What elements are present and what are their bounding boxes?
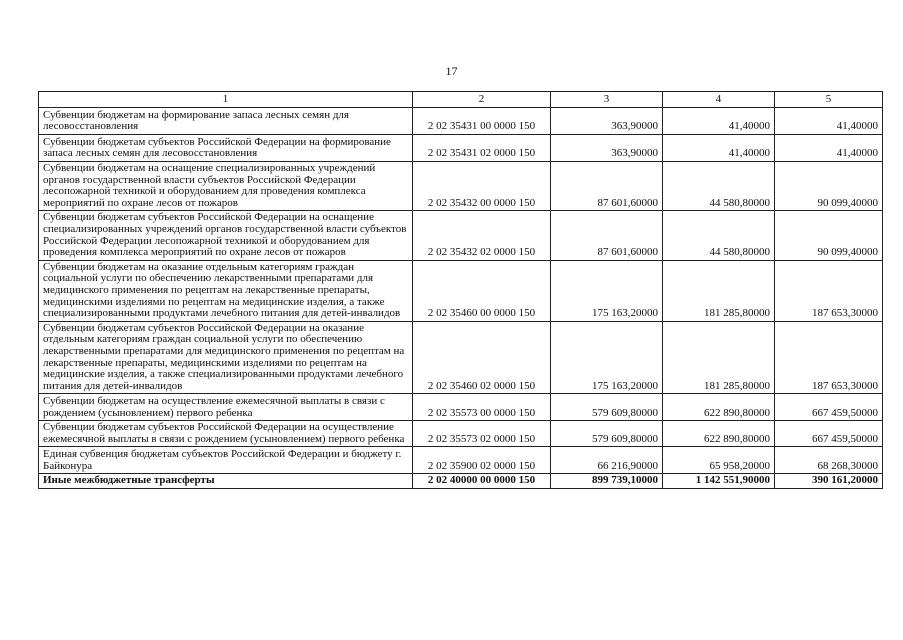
- table-row: [39, 211, 883, 260]
- row-value-3: 363,90000: [551, 135, 663, 162]
- header-col-1: 1: [39, 92, 413, 108]
- row-code: 2 02 35573 02 0000 150: [413, 421, 551, 447]
- row-value-3: 579 609,80000: [551, 394, 663, 421]
- row-value-5: 41,40000: [775, 108, 883, 135]
- row-name: Субвенции бюджетам на формирование запаса лесных семян для лесовосстановления: [39, 108, 413, 135]
- table-row: [39, 260, 883, 321]
- row-name: Субвенции бюджетам субъектов Российской Федерации на осуществление ежемесячной выплаты в связи с рождением (усыновлением) первого ребенка: [39, 421, 413, 447]
- total-code: 2 02 40000 00 0000 150: [413, 474, 551, 489]
- row-value-5: 667 459,50000: [775, 394, 883, 421]
- row-code: 2 02 35460 00 0000 150: [413, 260, 551, 321]
- row-name: Субвенции бюджетам на оснащение специализированных учреждений органов государственной власти субъектов Российской Федерации лесопожарной техникой и оборудованием для проведения комплекса мероприятий по охране лесов от пожаров: [39, 162, 413, 211]
- total-name: Иные межбюджетные трансферты: [39, 474, 413, 489]
- row-code: 2 02 35432 02 0000 150: [413, 211, 551, 260]
- row-code: 2 02 35431 00 0000 150: [413, 108, 551, 135]
- row-value-4: 44 580,80000: [663, 211, 775, 260]
- row-value-4: 65 958,20000: [663, 447, 775, 474]
- table-header-row: [39, 92, 883, 108]
- table-row: [39, 447, 883, 474]
- table-row: [39, 394, 883, 421]
- total-row: [39, 474, 883, 489]
- row-code: 2 02 35431 02 0000 150: [413, 135, 551, 162]
- page-number: 17: [445, 64, 458, 78]
- total-value-3: 899 739,10000: [551, 474, 663, 489]
- row-code: 2 02 35432 00 0000 150: [413, 162, 551, 211]
- row-name: Единая субвенция бюджетам субъектов Российской Федерации и бюджету г. Байконура: [39, 447, 413, 474]
- row-value-5: 667 459,50000: [775, 421, 883, 447]
- row-value-5: 90 099,40000: [775, 162, 883, 211]
- header-col-5: 5: [775, 92, 883, 108]
- row-name: Субвенции бюджетам на оказание отдельным категориям граждан социальной услуги по обеспечению лекарственными препаратами для медицинского применения по рецептам на лекарственные препараты, медицинскими изделиями по рецептам на медицинские изделия, а также специализированными продуктами лечебного питания для детей-инвалидов: [39, 260, 413, 321]
- row-value-4: 181 285,80000: [663, 321, 775, 394]
- row-name: Субвенции бюджетам на осуществление ежемесячной выплаты в связи с рождением (усыновлением) первого ребенка: [39, 394, 413, 421]
- row-name: Субвенции бюджетам субъектов Российской Федерации на формирование запаса лесных семян для лесовосстановления: [39, 135, 413, 162]
- budget-table: [38, 91, 883, 489]
- total-value-5: 390 161,20000: [775, 474, 883, 489]
- table-row: [39, 421, 883, 447]
- row-code: 2 02 35573 00 0000 150: [413, 394, 551, 421]
- row-name: Субвенции бюджетам субъектов Российской Федерации на оснащение специализированных учреждений органов государственной власти субъектов Российской Федерации лесопожарной техникой и оборудованием для проведения комплекса мероприятий по охране лесов от пожаров: [39, 211, 413, 260]
- row-value-5: 187 653,30000: [775, 260, 883, 321]
- row-name: Субвенции бюджетам субъектов Российской Федерации на оказание отдельным категориям граждан социальной услуги по обеспечению лекарственными препаратами для медицинского применения по рецептам на лекарственные препараты, медицинскими изделиями по рецептам на медицинские изделия, а также специализированными продуктами лечебного питания для детей-инвалидов: [39, 321, 413, 394]
- row-value-4: 41,40000: [663, 108, 775, 135]
- header-col-4: 4: [663, 92, 775, 108]
- row-value-3: 363,90000: [551, 108, 663, 135]
- row-value-3: 175 163,20000: [551, 260, 663, 321]
- row-value-5: 41,40000: [775, 135, 883, 162]
- table-row: [39, 321, 883, 394]
- row-code: 2 02 35460 02 0000 150: [413, 321, 551, 394]
- table-row: [39, 135, 883, 162]
- row-value-5: 68 268,30000: [775, 447, 883, 474]
- row-value-4: 622 890,80000: [663, 394, 775, 421]
- row-value-3: 175 163,20000: [551, 321, 663, 394]
- header-col-3: 3: [551, 92, 663, 108]
- row-value-4: 44 580,80000: [663, 162, 775, 211]
- row-value-3: 87 601,60000: [551, 162, 663, 211]
- row-value-3: 66 216,90000: [551, 447, 663, 474]
- row-code: 2 02 35900 02 0000 150: [413, 447, 551, 474]
- row-value-5: 90 099,40000: [775, 211, 883, 260]
- row-value-4: 622 890,80000: [663, 421, 775, 447]
- table-row: [39, 162, 883, 211]
- row-value-4: 181 285,80000: [663, 260, 775, 321]
- row-value-5: 187 653,30000: [775, 321, 883, 394]
- row-value-3: 579 609,80000: [551, 421, 663, 447]
- total-value-4: 1 142 551,90000: [663, 474, 775, 489]
- header-col-2: 2: [413, 92, 551, 108]
- row-value-4: 41,40000: [663, 135, 775, 162]
- row-value-3: 87 601,60000: [551, 211, 663, 260]
- table-row: [39, 108, 883, 135]
